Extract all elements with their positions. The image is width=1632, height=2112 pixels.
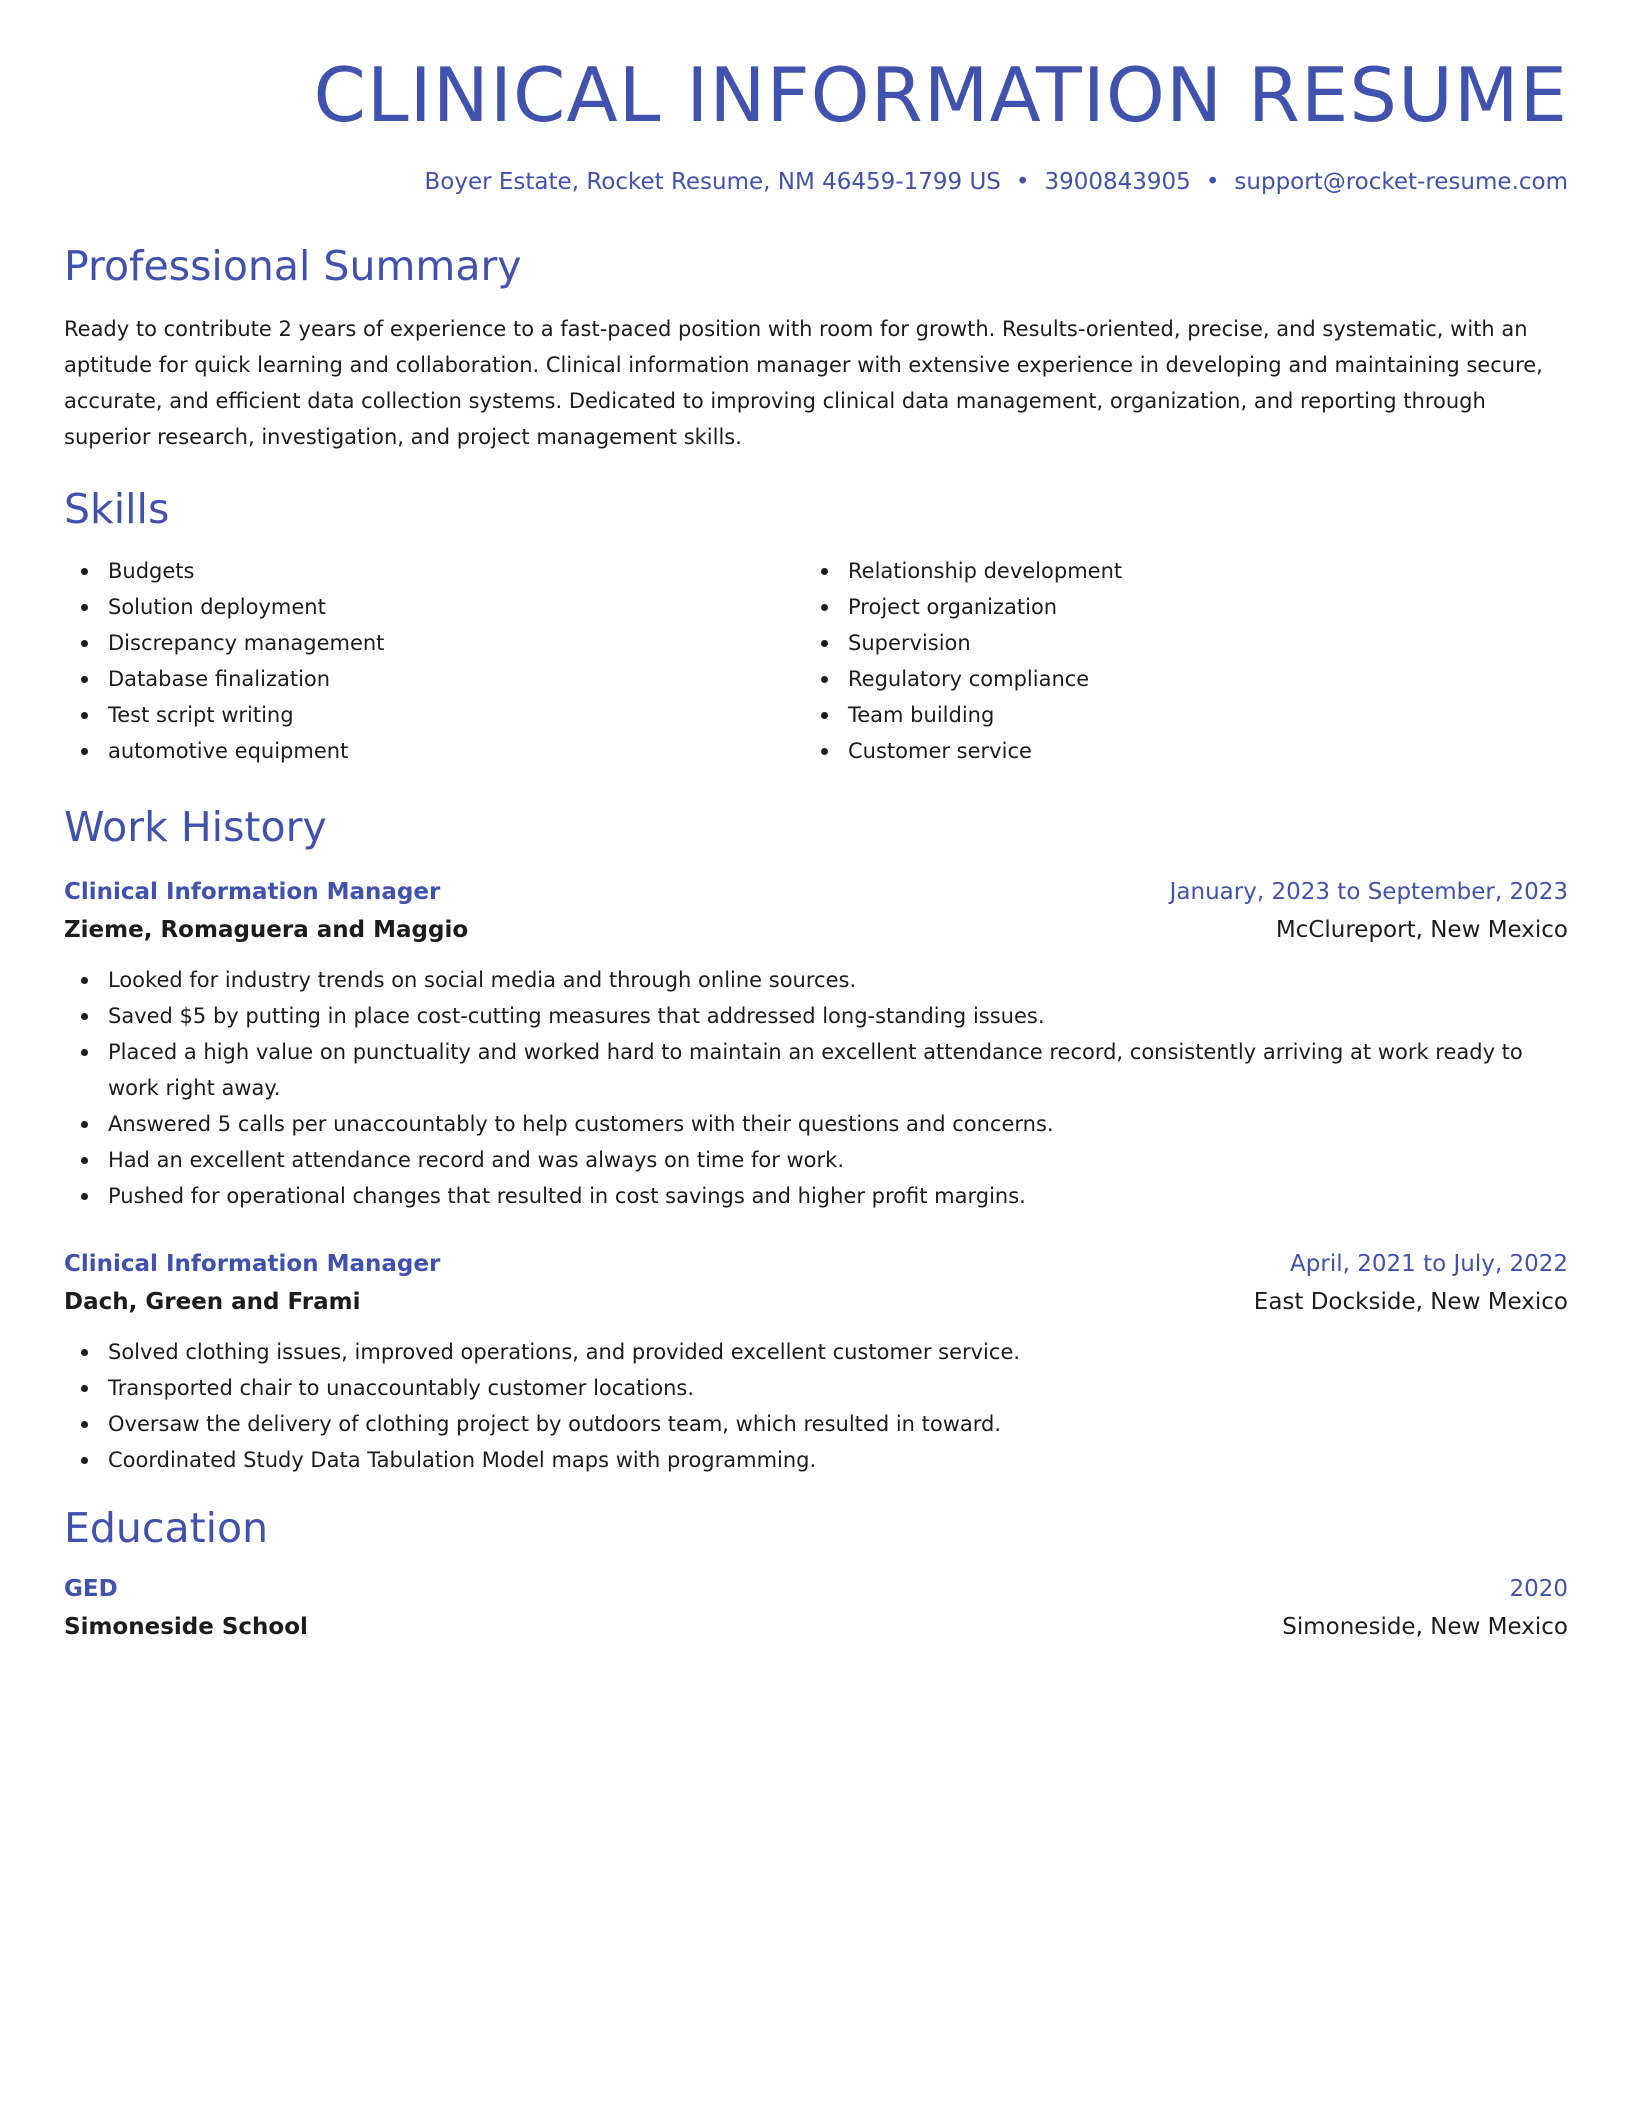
job-location: McClureport, New Mexico — [1275, 916, 1568, 943]
job-bullet: Transported chair to unaccountably customer locations. — [64, 1370, 1568, 1406]
job-company-row — [64, 910, 1568, 950]
job-bullets — [64, 962, 1568, 1214]
job-bullet: Looked for industry trends on social media and through online sources. — [64, 962, 1568, 998]
education-header-row — [64, 1571, 1568, 1607]
skill-item: Relationship development — [804, 553, 1122, 589]
education-entry — [64, 1571, 1568, 1647]
job-bullet: Solved clothing issues, improved operations, and provided excellent customer service. — [64, 1334, 1568, 1370]
contact-separator: • — [1205, 169, 1220, 196]
job-entry — [64, 874, 1568, 1214]
education-school-row — [64, 1607, 1568, 1647]
skill-item: Database finalization — [64, 661, 804, 697]
job-role: Clinical Information Manager — [64, 878, 441, 905]
skill-item: Budgets — [64, 553, 804, 589]
job-dates: April, 2021 to July, 2022 — [1290, 1250, 1568, 1277]
job-company: Zieme, Romaguera and Maggio — [64, 916, 469, 943]
skill-item: Team building — [804, 697, 1122, 733]
job-bullet: Answered 5 calls per unaccountably to help customers with their questions and concerns. — [64, 1106, 1568, 1142]
job-bullet: Pushed for operational changes that resulted in cost savings and higher profit margins. — [64, 1178, 1568, 1214]
contact-separator: • — [1015, 169, 1030, 196]
job-location: East Dockside, New Mexico — [1253, 1288, 1568, 1315]
education-heading: Education — [64, 1503, 269, 1552]
summary-heading: Professional Summary — [64, 242, 522, 291]
skills-left-column — [64, 553, 804, 769]
education-degree: GED — [64, 1575, 118, 1602]
education-year: 2020 — [1509, 1575, 1568, 1602]
job-bullet: Had an excellent attendance record and was always on time for work. — [64, 1142, 1568, 1178]
skill-item: Solution deployment — [64, 589, 804, 625]
skills-right-column — [804, 553, 1122, 769]
job-bullets — [64, 1334, 1568, 1478]
contact-phone: 3900843905 — [1044, 169, 1191, 196]
contact-email: support@rocket-resume.com — [1234, 169, 1568, 196]
education-location: Simoneside, New Mexico — [1282, 1613, 1568, 1640]
skill-item: Discrepancy management — [64, 625, 804, 661]
job-role: Clinical Information Manager — [64, 1250, 441, 1277]
contact-address: Boyer Estate, Rocket Resume, NM 46459-1799 US — [424, 169, 1001, 196]
job-bullet: Placed a high value on punctuality and worked hard to maintain an excellent attendance record, consistently arriving at work ready to work right away. — [64, 1034, 1568, 1106]
education-school: Simoneside School — [64, 1613, 308, 1640]
job-dates: January, 2023 to September, 2023 — [1169, 878, 1568, 905]
skill-item: Customer service — [804, 733, 1122, 769]
skill-item: Project organization — [804, 589, 1122, 625]
job-entry — [64, 1246, 1568, 1478]
skill-item: Test script writing — [64, 697, 804, 733]
job-bullet: Saved $5 by putting in place cost-cutting measures that addressed long-standing issues. — [64, 998, 1568, 1034]
work-history-heading: Work History — [64, 802, 327, 851]
job-header-row — [64, 874, 1568, 910]
skill-item: Supervision — [804, 625, 1122, 661]
contact-line — [64, 168, 1568, 198]
skill-item: automotive equipment — [64, 733, 804, 769]
job-company: Dach, Green and Frami — [64, 1288, 361, 1315]
job-bullet: Coordinated Study Data Tabulation Model maps with programming. — [64, 1442, 1568, 1478]
resume-title: CLINICAL INFORMATION RESUME — [313, 51, 1568, 139]
job-header-row — [64, 1246, 1568, 1282]
skills-heading: Skills — [64, 485, 170, 534]
job-bullet: Oversaw the delivery of clothing project by outdoors team, which resulted in toward. — [64, 1406, 1568, 1442]
summary-text: Ready to contribute 2 years of experience to a fast-paced position with room for growth. Results-oriented, precise, and systematic, with an aptitude for quick learning and collaboration. Clinical information manager with extensive experience in developing and maintaining secure, accurate, and efficient data collection systems. Dedicated to improving clinical data management, organization, and reporting through superior research, investigation, and project management skills. — [64, 317, 1543, 450]
skill-item: Regulatory compliance — [804, 661, 1122, 697]
job-company-row — [64, 1282, 1568, 1322]
skills-grid — [64, 553, 1568, 769]
